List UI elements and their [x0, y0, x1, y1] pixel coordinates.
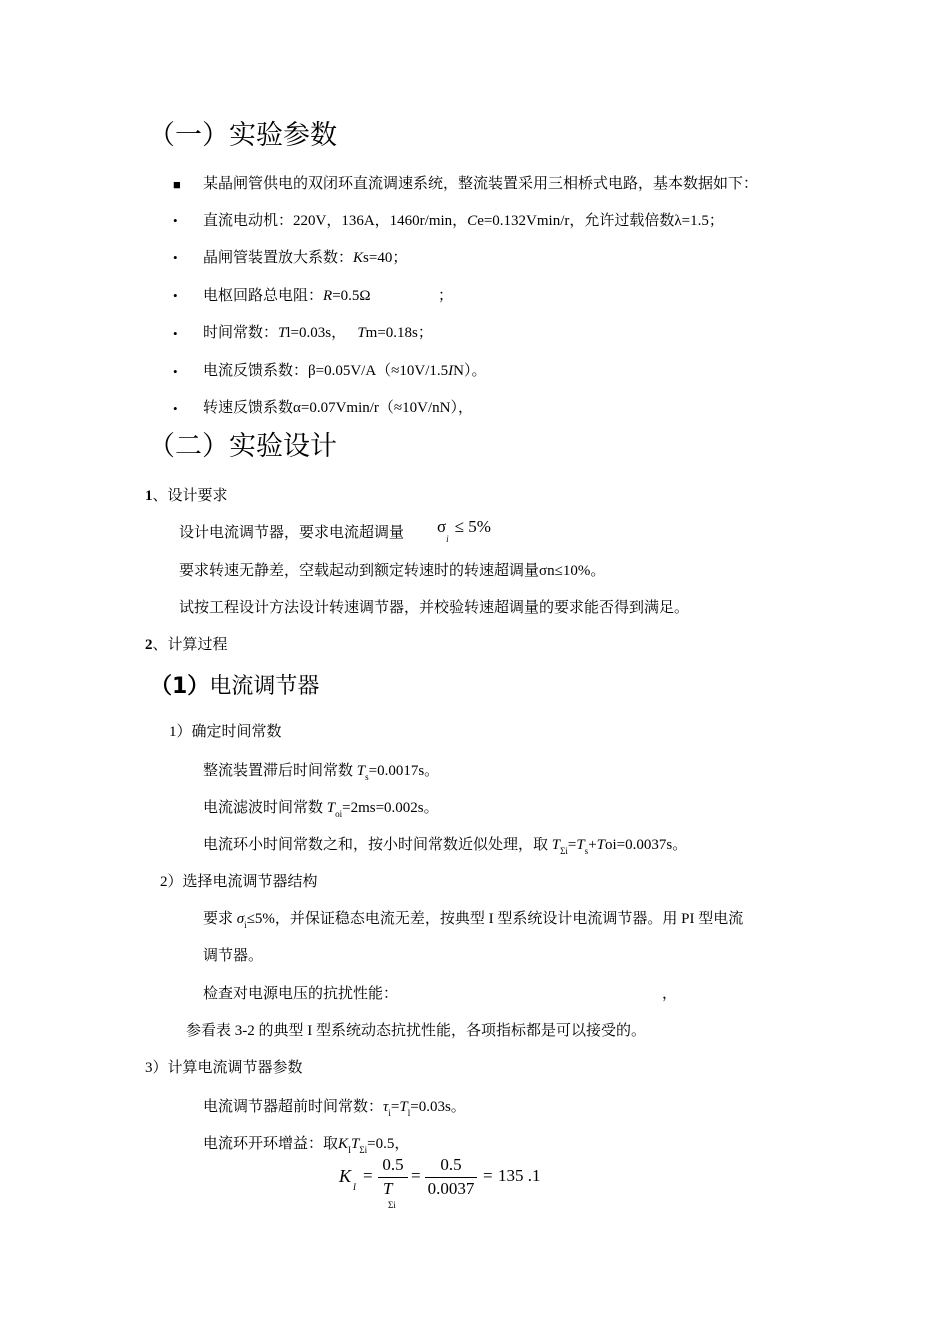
bullet-icon: • — [173, 288, 178, 303]
step2-title: 2）选择电流调节器结构 — [160, 874, 318, 890]
square-bullet-icon: ■ — [173, 177, 181, 192]
bullet-icon: • — [173, 364, 178, 379]
step2-structure-cont: 调节器。 — [203, 948, 264, 964]
step3-lead-constant: 电流调节器超前时间常数：$\tau_i=T_l=0.03s$。 — [203, 1099, 466, 1118]
step3-open-loop-gain: 电流环开环增益：取$K_IT_{\Sigma i}=0.5$， — [203, 1136, 410, 1155]
param-time-constants: 时间常数：Tl=0.03s， Tm=0.18s； — [203, 325, 433, 341]
gain-formula — [330, 1150, 590, 1220]
formula-den2: 0.0037 — [427, 1179, 475, 1198]
formula-eq3: = — [483, 1166, 493, 1185]
fraction-bar — [378, 1177, 408, 1178]
formula-lhs-sub: I — [353, 1182, 356, 1192]
formula-eq2: = — [411, 1166, 421, 1185]
requirement-current: 设计电流调节器，要求电流超调量 — [179, 525, 405, 541]
param-current-feedback: 电流反馈系数：β=0.05V/A（≈10V/1.5IN）。 — [203, 363, 487, 379]
intro-text: 某晶闸管供电的双闭环直流调速系统，整流装置采用三相桥式电路，基本数据如下： — [203, 176, 759, 192]
param-ks: 晶闸管装置放大系数：Ks=40； — [203, 250, 408, 266]
param-speed-feedback: 转速反馈系数α=0.07Vmin/r（≈10V/nN）， — [203, 400, 473, 416]
calculation-title: 2、计算过程 — [145, 637, 228, 653]
formula-den1-var: T — [383, 1179, 393, 1198]
step1-rectifier-delay: 整流装置滞后时间常数 $T_s=0.0017s$。 — [203, 763, 440, 782]
design-requirements-title: 1、设计要求 — [145, 488, 228, 504]
bullet-icon: • — [173, 326, 178, 341]
step2-disturbance-check: 检查对电源电压的抗扰性能： — [203, 986, 399, 1002]
fraction-bar — [425, 1177, 477, 1178]
requirement-verify: 试按工程设计方法设计转速调节器，并校验转速超调量的要求能否得到满足。 — [179, 600, 690, 616]
formula-result: 135 .1 — [498, 1166, 541, 1185]
overshoot-formula: $\sigma_i\le 5\%$ — [437, 517, 491, 544]
step2-structure: 要求 $\sigma_i\le 5\%$，并保证稳态电流无差，按典型 I 型系统设计电流调节器。用 PI 型电流 — [203, 911, 744, 930]
formula-num1: 0.5 — [382, 1155, 404, 1174]
formula-num2: 0.5 — [440, 1155, 462, 1174]
formula-eq1: = — [363, 1166, 373, 1185]
param-resistance-tail: ； — [438, 288, 454, 304]
step1-sum-constant: 电流环小时间常数之和，按小时间常数近似处理，取 $T_{\Sigma i}=T_s+Toi=0.0037s$。 — [203, 837, 688, 856]
section2-heading: （二）实验设计 — [148, 431, 337, 462]
step2-disturbance-tail: ， — [662, 986, 678, 1002]
step1-filter-constant: 电流滤波时间常数 $T_{oi}=2ms=0.002s$。 — [203, 800, 439, 819]
step1-title: 1）确定时间常数 — [169, 724, 282, 740]
bullet-icon: • — [173, 213, 178, 228]
section1-heading: （一）实验参数 — [148, 120, 337, 151]
formula-den1-sub: Σi — [388, 1200, 396, 1210]
step3-title: 3）计算电流调节器参数 — [145, 1060, 303, 1076]
param-motor: 直流电动机：220V，136A，1460r/min，Ce=0.132Vmin/r，允许过载倍数λ=1.5； — [203, 213, 724, 229]
formula-lhs-var: K — [339, 1166, 352, 1186]
step2-table-ref: 参看表 3-2 的典型 I 型系统动态抗扰性能，各项指标都是可以接受的。 — [186, 1023, 646, 1039]
bullet-icon: • — [173, 250, 178, 265]
requirement-speed: 要求转速无静差，空载起动到额定转速时的转速超调量σn≤10%。 — [179, 563, 606, 579]
current-regulator-heading: （1）电流调节器 — [150, 674, 320, 699]
param-resistance: 电枢回路总电阻：R=0.5Ω — [203, 288, 371, 304]
bullet-icon: • — [173, 401, 178, 416]
